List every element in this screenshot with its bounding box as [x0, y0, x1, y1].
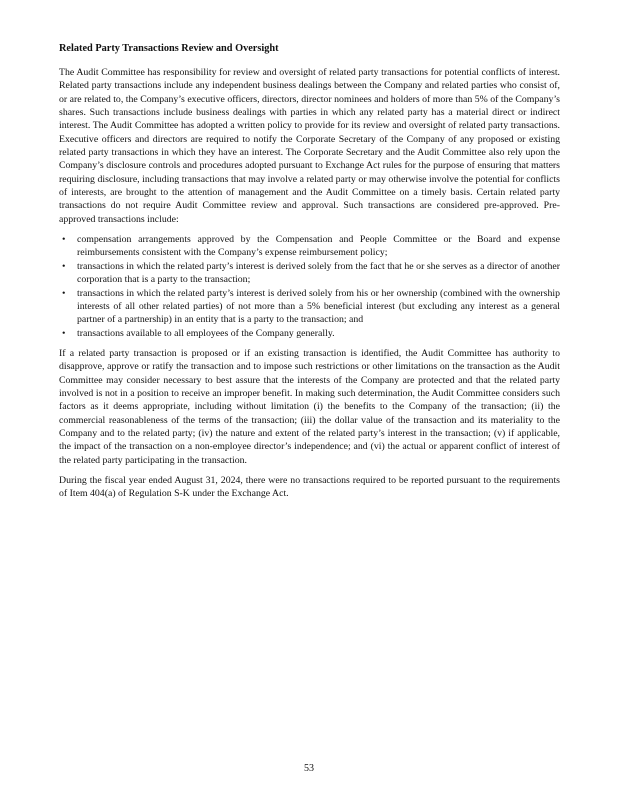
bullet-item	[59, 287, 560, 327]
bullet-text: transactions in which the related party’s interest is derived solely from the fact that he or she serves as a director of another corporation that is a party to the transaction;	[77, 260, 560, 286]
bullet-item	[59, 233, 560, 260]
bullet-text: transactions in which the related party’s interest is derived solely from his or her ownership (combined with the ownership interests of all other related parties) of not more than a 5% beneficial interest (but excluding any interest as a general partner of a partnership) in an entity that is a party to the transaction; and	[77, 287, 560, 326]
authority-paragraph: If a related party transaction is proposed or if an existing transaction is identified, the Audit Committee has authority to disapprove, approve or ratify the transaction and to impose such restrictions or other limitations on the transaction as the Audit Committee may consider necessary to best assure that the interests of the Company are protected and that the related party involved is not in a position to receive an improper benefit. In making such determination, the Audit Committee considers such factors as it deems appropriate, including without limitation (i) the benefits to the Company of the transaction; (ii) the commercial reasonableness of the terms of the transaction; (iii) the dollar value of the transaction and its materiality to the Company and to the related party; (iv) the nature and extent of the related party’s interest in the transaction; (v) if applicable, the impact of the transaction on a non-employee director’s independence; and (vi) the actual or apparent conflict of interest of the related party participating in the transaction.	[59, 347, 560, 466]
bullet-item	[59, 327, 560, 340]
bullet-icon: •	[62, 327, 66, 339]
fiscal-year-paragraph: During the fiscal year ended August 31, 2024, there were no transactions required to be reported pursuant to the requirements of Item 404(a) of Regulation S-K under the Exchange Act.	[59, 474, 560, 500]
page-number: 53	[304, 763, 314, 774]
bullet-text: compensation arrangements approved by the Compensation and People Committee or the Board and expense reimbursements consistent with the Company’s expense reimbursement policy;	[77, 234, 560, 259]
bullet-icon: •	[62, 260, 66, 272]
bullet-icon: •	[62, 234, 66, 246]
bullet-icon: •	[62, 287, 66, 299]
bullet-text: transactions available to all employees of the Company generally.	[77, 327, 335, 339]
bullet-item	[59, 260, 560, 287]
pre-approved-transactions-list	[59, 233, 560, 340]
section-heading: Related Party Transactions Review and Oversight	[59, 43, 279, 54]
intro-paragraph: The Audit Committee has responsibility for review and oversight of related party transactions for potential conflicts of interest. Related party transactions include any independent business dealings between the Company and related parties who consist of, or are related to, the Company’s executive officers, directors, director nominees and holders of more than 5% of the Company’s shares. Such transactions include business dealings with parties in which any related party has a material direct or indirect interest. The Audit Committee has adopted a written policy to provide for its review and oversight of related party transactions. Executive officers and directors are required to notify the Corporate Secretary of the Company of any proposed or existing related party transactions in which they have an interest. The Corporate Secretary and the Audit Committee also rely upon the Company’s disclosure controls and procedures adopted pursuant to Exchange Act rules for the purpose of ensuring that matters requiring disclosure, including transactions that may involve a related party or may otherwise involve the potential for conflicts of interests, are brought to the attention of management and the Audit Committee on a timely basis. Certain related party transactions do not require Audit Committee review and approval. Such transactions are considered pre-approved. Pre-approved transactions include:	[59, 67, 560, 225]
